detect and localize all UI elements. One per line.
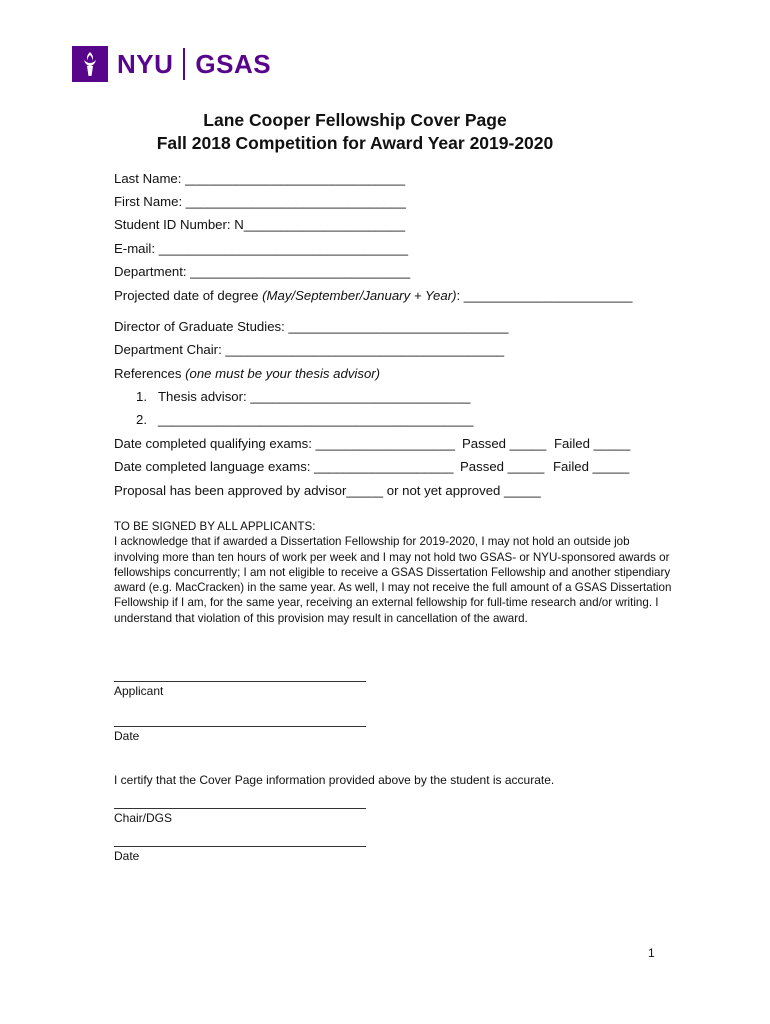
- dgs-field[interactable]: Director of Graduate Studies: ______________________________: [114, 319, 509, 334]
- applicant-label: Applicant: [114, 684, 164, 698]
- references-label: References: [114, 366, 186, 381]
- references-heading: [114, 365, 380, 382]
- qualifying-exams-field[interactable]: Date completed qualifying exams: ___________________: [114, 436, 455, 451]
- chair-date-line[interactable]: [114, 845, 366, 847]
- thesis-advisor-field[interactable]: Thesis advisor: ______________________________: [158, 389, 471, 404]
- agreement-heading: TO BE SIGNED BY ALL APPLICANTS:: [114, 520, 316, 533]
- references-hint: (one must be your thesis advisor): [185, 366, 381, 381]
- page-title: Lane Cooper Fellowship Cover Page: [203, 110, 507, 130]
- student-id-field[interactable]: Student ID Number: N______________________: [114, 217, 406, 232]
- degree-date-field[interactable]: [114, 287, 633, 304]
- degree-hint: (May/September/January + Year): [262, 288, 457, 303]
- qualifying-failed-field[interactable]: Failed _____: [554, 436, 631, 451]
- torch-icon: [72, 46, 108, 82]
- page-subtitle: Fall 2018 Competition for Award Year 2019-2020: [156, 133, 554, 153]
- last-name-field[interactable]: Last Name: ______________________________: [114, 171, 406, 186]
- language-exams-field[interactable]: Date completed language exams: ___________________: [114, 459, 454, 474]
- qualifying-passed-field[interactable]: Passed _____: [462, 436, 547, 451]
- proposal-approval-field[interactable]: Proposal has been approved by advisor_____ or not yet approved _____: [114, 483, 541, 498]
- agreement-section: [114, 519, 674, 626]
- chair-date-label: Date: [114, 849, 140, 863]
- applicant-signature-line[interactable]: [114, 680, 366, 682]
- logo-gsas-text: GSAS: [195, 49, 272, 79]
- certification-text: I certify that the Cover Page information provided above by the student is accurate.: [114, 773, 555, 787]
- chair-dgs-label: Chair/DGS: [114, 811, 173, 825]
- page-number: 1: [648, 946, 655, 960]
- logo-divider: [183, 48, 185, 80]
- degree-label: Projected date of degree: [114, 288, 263, 303]
- applicant-date-label: Date: [114, 729, 140, 743]
- department-field[interactable]: Department: ______________________________: [114, 264, 411, 279]
- nyu-gsas-logo: [72, 46, 271, 82]
- agreement-body: I acknowledge that if awarded a Dissertation Fellowship for 2019-2020, I may not hold an outside job involving more than ten hours of work per week and I may not hold two GSAS- or NYU-sponsored awards or fellowships concurrently; I am not eligible to receive a GSAS Dissertation Fellowship and another stipendiary award (e.g. MacCracken) in the same year. As well, I may not receive the full amount of a GSAS Dissertation Fellowship if I am, for the same year, receiving an external fellowship for full-time research and/or writing. I understand that violation of this provision may result in cancellation of the award.: [114, 535, 672, 625]
- first-name-field[interactable]: First Name: ______________________________: [114, 194, 406, 209]
- applicant-date-line[interactable]: [114, 725, 366, 727]
- logo-nyu-text: NYU: [117, 49, 174, 79]
- language-failed-field[interactable]: Failed _____: [553, 459, 630, 474]
- email-field[interactable]: E-mail: __________________________________: [114, 241, 409, 256]
- ref1-number: 1.: [136, 389, 147, 404]
- chair-dgs-signature-line[interactable]: [114, 807, 366, 809]
- language-passed-field[interactable]: Passed _____: [460, 459, 545, 474]
- reference2-field[interactable]: ___________________________________________: [158, 412, 474, 427]
- degree-blank: : _______________________: [456, 288, 633, 303]
- chair-field[interactable]: Department Chair: ______________________________________: [114, 342, 505, 357]
- ref2-number: 2.: [136, 412, 147, 427]
